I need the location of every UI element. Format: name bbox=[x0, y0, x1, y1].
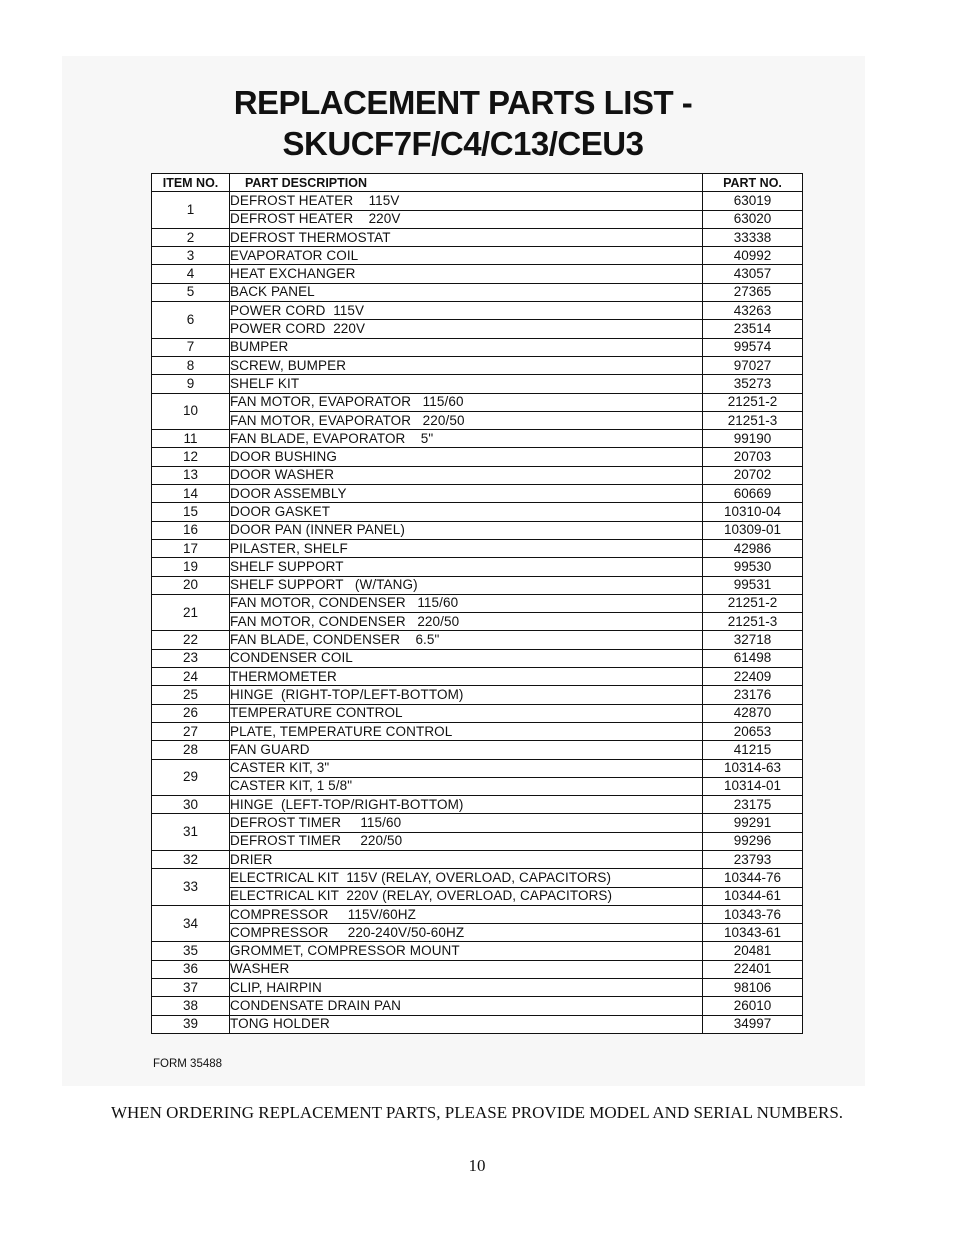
part-number-cell: 33338 bbox=[703, 228, 803, 246]
item-number-cell: 13 bbox=[152, 466, 230, 484]
part-description-cell: DOOR WASHER bbox=[230, 466, 703, 484]
part-number-cell: 23793 bbox=[703, 850, 803, 868]
item-number-cell: 23 bbox=[152, 649, 230, 667]
table-row bbox=[152, 338, 803, 356]
item-number-cell: 15 bbox=[152, 503, 230, 521]
table-row bbox=[152, 302, 803, 320]
part-number-cell: 10344-76 bbox=[703, 869, 803, 887]
table-row bbox=[152, 356, 803, 374]
part-description-cell: CONDENSATE DRAIN PAN bbox=[230, 997, 703, 1015]
table-row bbox=[152, 704, 803, 722]
part-description-cell: CLIP, HAIRPIN bbox=[230, 979, 703, 997]
item-number-cell: 29 bbox=[152, 759, 230, 796]
table-row bbox=[152, 247, 803, 265]
table-row bbox=[152, 375, 803, 393]
part-description-cell: FAN MOTOR, EVAPORATOR 115/60 bbox=[230, 393, 703, 411]
table-row bbox=[152, 686, 803, 704]
table-row bbox=[152, 283, 803, 301]
part-number-cell: 63020 bbox=[703, 210, 803, 228]
part-number-cell: 34997 bbox=[703, 1015, 803, 1033]
part-number-cell: 97027 bbox=[703, 356, 803, 374]
title-line-2: SKUCF7F/C4/C13/CEU3 bbox=[282, 125, 644, 162]
part-number-cell: 63019 bbox=[703, 192, 803, 210]
table-row bbox=[152, 668, 803, 686]
column-header-part-description: PART DESCRIPTION bbox=[230, 174, 703, 192]
table-row bbox=[152, 722, 803, 740]
part-description-cell: DEFROST THERMOSTAT bbox=[230, 228, 703, 246]
item-number-cell: 25 bbox=[152, 686, 230, 704]
table-row bbox=[152, 924, 803, 942]
table-row bbox=[152, 503, 803, 521]
item-number-cell: 5 bbox=[152, 283, 230, 301]
part-number-cell: 99574 bbox=[703, 338, 803, 356]
part-description-cell: HINGE (RIGHT-TOP/LEFT-BOTTOM) bbox=[230, 686, 703, 704]
table-row bbox=[152, 887, 803, 905]
table-row bbox=[152, 411, 803, 429]
part-description-cell: FAN MOTOR, CONDENSER 115/60 bbox=[230, 594, 703, 612]
item-number-cell: 16 bbox=[152, 521, 230, 539]
item-number-cell: 6 bbox=[152, 302, 230, 339]
item-number-cell: 11 bbox=[152, 430, 230, 448]
part-number-cell: 20703 bbox=[703, 448, 803, 466]
table-row bbox=[152, 320, 803, 338]
part-number-cell: 10314-63 bbox=[703, 759, 803, 777]
part-description-cell: DOOR BUSHING bbox=[230, 448, 703, 466]
part-number-cell: 99190 bbox=[703, 430, 803, 448]
part-description-cell: FAN BLADE, EVAPORATOR 5" bbox=[230, 430, 703, 448]
table-row bbox=[152, 558, 803, 576]
part-description-cell: SHELF SUPPORT (W/TANG) bbox=[230, 576, 703, 594]
table-row bbox=[152, 613, 803, 631]
table-row bbox=[152, 210, 803, 228]
item-number-cell: 34 bbox=[152, 905, 230, 942]
item-number-cell: 36 bbox=[152, 960, 230, 978]
part-description-cell: DOOR ASSEMBLY bbox=[230, 485, 703, 503]
part-number-cell: 99296 bbox=[703, 832, 803, 850]
part-number-cell: 20702 bbox=[703, 466, 803, 484]
form-number: FORM 35488 bbox=[153, 1058, 223, 1070]
table-row bbox=[152, 631, 803, 649]
item-number-cell: 1 bbox=[152, 192, 230, 229]
part-number-cell: 21251-2 bbox=[703, 594, 803, 612]
part-number-cell: 10344-61 bbox=[703, 887, 803, 905]
item-number-cell: 2 bbox=[152, 228, 230, 246]
table-row bbox=[152, 466, 803, 484]
part-number-cell: 21251-3 bbox=[703, 411, 803, 429]
part-number-cell: 10309-01 bbox=[703, 521, 803, 539]
part-number-cell: 10310-04 bbox=[703, 503, 803, 521]
part-description-cell: POWER CORD 220V bbox=[230, 320, 703, 338]
part-description-cell: POWER CORD 115V bbox=[230, 302, 703, 320]
part-description-cell: DEFROST HEATER 115V bbox=[230, 192, 703, 210]
table-row bbox=[152, 997, 803, 1015]
item-number-cell: 21 bbox=[152, 594, 230, 631]
part-number-cell: 20653 bbox=[703, 722, 803, 740]
page-title bbox=[0, 82, 926, 164]
part-number-cell: 22401 bbox=[703, 960, 803, 978]
column-header-item-no: ITEM NO. bbox=[152, 174, 230, 192]
item-number-cell: 4 bbox=[152, 265, 230, 283]
table-header-row bbox=[152, 174, 803, 192]
table-row bbox=[152, 869, 803, 887]
part-description-cell: WASHER bbox=[230, 960, 703, 978]
part-description-cell: DEFROST TIMER 220/50 bbox=[230, 832, 703, 850]
part-number-cell: 42986 bbox=[703, 539, 803, 557]
item-number-cell: 3 bbox=[152, 247, 230, 265]
parts-table-body bbox=[152, 192, 803, 1034]
part-number-cell: 42870 bbox=[703, 704, 803, 722]
part-description-cell: ELECTRICAL KIT 115V (RELAY, OVERLOAD, CAPACITORS) bbox=[230, 869, 703, 887]
part-description-cell: SHELF SUPPORT bbox=[230, 558, 703, 576]
item-number-cell: 20 bbox=[152, 576, 230, 594]
table-row bbox=[152, 393, 803, 411]
table-row bbox=[152, 1015, 803, 1033]
item-number-cell: 10 bbox=[152, 393, 230, 430]
part-description-cell: COMPRESSOR 115V/60HZ bbox=[230, 905, 703, 923]
table-row bbox=[152, 979, 803, 997]
part-description-cell: BUMPER bbox=[230, 338, 703, 356]
table-row bbox=[152, 192, 803, 210]
table-row bbox=[152, 265, 803, 283]
part-description-cell: GROMMET, COMPRESSOR MOUNT bbox=[230, 942, 703, 960]
part-description-cell: PILASTER, SHELF bbox=[230, 539, 703, 557]
part-description-cell: CASTER KIT, 1 5/8" bbox=[230, 777, 703, 795]
item-number-cell: 33 bbox=[152, 869, 230, 906]
part-number-cell: 23175 bbox=[703, 796, 803, 814]
part-number-cell: 32718 bbox=[703, 631, 803, 649]
item-number-cell: 27 bbox=[152, 722, 230, 740]
item-number-cell: 32 bbox=[152, 850, 230, 868]
part-number-cell: 99291 bbox=[703, 814, 803, 832]
part-number-cell: 99530 bbox=[703, 558, 803, 576]
part-description-cell: FAN MOTOR, EVAPORATOR 220/50 bbox=[230, 411, 703, 429]
item-number-cell: 30 bbox=[152, 796, 230, 814]
table-row bbox=[152, 905, 803, 923]
title-line-1: REPLACEMENT PARTS LIST - bbox=[233, 84, 693, 121]
part-number-cell: 43057 bbox=[703, 265, 803, 283]
item-number-cell: 31 bbox=[152, 814, 230, 851]
part-description-cell: FAN BLADE, CONDENSER 6.5" bbox=[230, 631, 703, 649]
part-number-cell: 99531 bbox=[703, 576, 803, 594]
part-description-cell: PLATE, TEMPERATURE CONTROL bbox=[230, 722, 703, 740]
part-number-cell: 10343-76 bbox=[703, 905, 803, 923]
part-description-cell: TEMPERATURE CONTROL bbox=[230, 704, 703, 722]
part-description-cell: COMPRESSOR 220-240V/50-60HZ bbox=[230, 924, 703, 942]
part-number-cell: 10343-61 bbox=[703, 924, 803, 942]
table-row bbox=[152, 777, 803, 795]
part-description-cell: SHELF KIT bbox=[230, 375, 703, 393]
part-number-cell: 23176 bbox=[703, 686, 803, 704]
item-number-cell: 14 bbox=[152, 485, 230, 503]
item-number-cell: 22 bbox=[152, 631, 230, 649]
table-row bbox=[152, 448, 803, 466]
part-description-cell: THERMOMETER bbox=[230, 668, 703, 686]
part-number-cell: 41215 bbox=[703, 741, 803, 759]
part-description-cell: CONDENSER COIL bbox=[230, 649, 703, 667]
part-description-cell: DRIER bbox=[230, 850, 703, 868]
table-row bbox=[152, 814, 803, 832]
part-description-cell: DEFROST HEATER 220V bbox=[230, 210, 703, 228]
table-row bbox=[152, 521, 803, 539]
part-number-cell: 27365 bbox=[703, 283, 803, 301]
item-number-cell: 28 bbox=[152, 741, 230, 759]
part-description-cell: SCREW, BUMPER bbox=[230, 356, 703, 374]
part-number-cell: 22409 bbox=[703, 668, 803, 686]
table-row bbox=[152, 960, 803, 978]
part-number-cell: 40992 bbox=[703, 247, 803, 265]
part-description-cell: EVAPORATOR COIL bbox=[230, 247, 703, 265]
table-row bbox=[152, 649, 803, 667]
item-number-cell: 12 bbox=[152, 448, 230, 466]
item-number-cell: 8 bbox=[152, 356, 230, 374]
column-header-part-no: PART NO. bbox=[703, 174, 803, 192]
part-description-cell: BACK PANEL bbox=[230, 283, 703, 301]
item-number-cell: 19 bbox=[152, 558, 230, 576]
item-number-cell: 9 bbox=[152, 375, 230, 393]
part-description-cell: FAN MOTOR, CONDENSER 220/50 bbox=[230, 613, 703, 631]
item-number-cell: 38 bbox=[152, 997, 230, 1015]
part-description-cell: TONG HOLDER bbox=[230, 1015, 703, 1033]
part-description-cell: HEAT EXCHANGER bbox=[230, 265, 703, 283]
item-number-cell: 39 bbox=[152, 1015, 230, 1033]
table-row bbox=[152, 485, 803, 503]
part-description-cell: CASTER KIT, 3" bbox=[230, 759, 703, 777]
table-row bbox=[152, 850, 803, 868]
part-number-cell: 98106 bbox=[703, 979, 803, 997]
table-row bbox=[152, 228, 803, 246]
part-description-cell: ELECTRICAL KIT 220V (RELAY, OVERLOAD, CAPACITORS) bbox=[230, 887, 703, 905]
part-description-cell: HINGE (LEFT-TOP/RIGHT-BOTTOM) bbox=[230, 796, 703, 814]
table-row bbox=[152, 796, 803, 814]
table-row bbox=[152, 759, 803, 777]
part-number-cell: 61498 bbox=[703, 649, 803, 667]
part-description-cell: DEFROST TIMER 115/60 bbox=[230, 814, 703, 832]
part-number-cell: 60669 bbox=[703, 485, 803, 503]
part-number-cell: 43263 bbox=[703, 302, 803, 320]
item-number-cell: 17 bbox=[152, 539, 230, 557]
item-number-cell: 24 bbox=[152, 668, 230, 686]
table-row bbox=[152, 539, 803, 557]
table-row bbox=[152, 576, 803, 594]
part-description-cell: FAN GUARD bbox=[230, 741, 703, 759]
item-number-cell: 35 bbox=[152, 942, 230, 960]
part-number-cell: 10314-01 bbox=[703, 777, 803, 795]
part-description-cell: DOOR GASKET bbox=[230, 503, 703, 521]
page-number: 10 bbox=[468, 1156, 486, 1175]
part-number-cell: 20481 bbox=[703, 942, 803, 960]
table-row bbox=[152, 832, 803, 850]
table-row bbox=[152, 594, 803, 612]
table-row bbox=[152, 430, 803, 448]
item-number-cell: 26 bbox=[152, 704, 230, 722]
part-number-cell: 26010 bbox=[703, 997, 803, 1015]
part-number-cell: 21251-2 bbox=[703, 393, 803, 411]
part-number-cell: 23514 bbox=[703, 320, 803, 338]
part-description-cell: DOOR PAN (INNER PANEL) bbox=[230, 521, 703, 539]
table-row bbox=[152, 741, 803, 759]
item-number-cell: 37 bbox=[152, 979, 230, 997]
table-row bbox=[152, 942, 803, 960]
part-number-cell: 21251-3 bbox=[703, 613, 803, 631]
item-number-cell: 7 bbox=[152, 338, 230, 356]
parts-table bbox=[151, 173, 803, 1034]
part-number-cell: 35273 bbox=[703, 375, 803, 393]
ordering-note: WHEN ORDERING REPLACEMENT PARTS, PLEASE PROVIDE MODEL AND SERIAL NUMBERS. bbox=[110, 1103, 844, 1122]
